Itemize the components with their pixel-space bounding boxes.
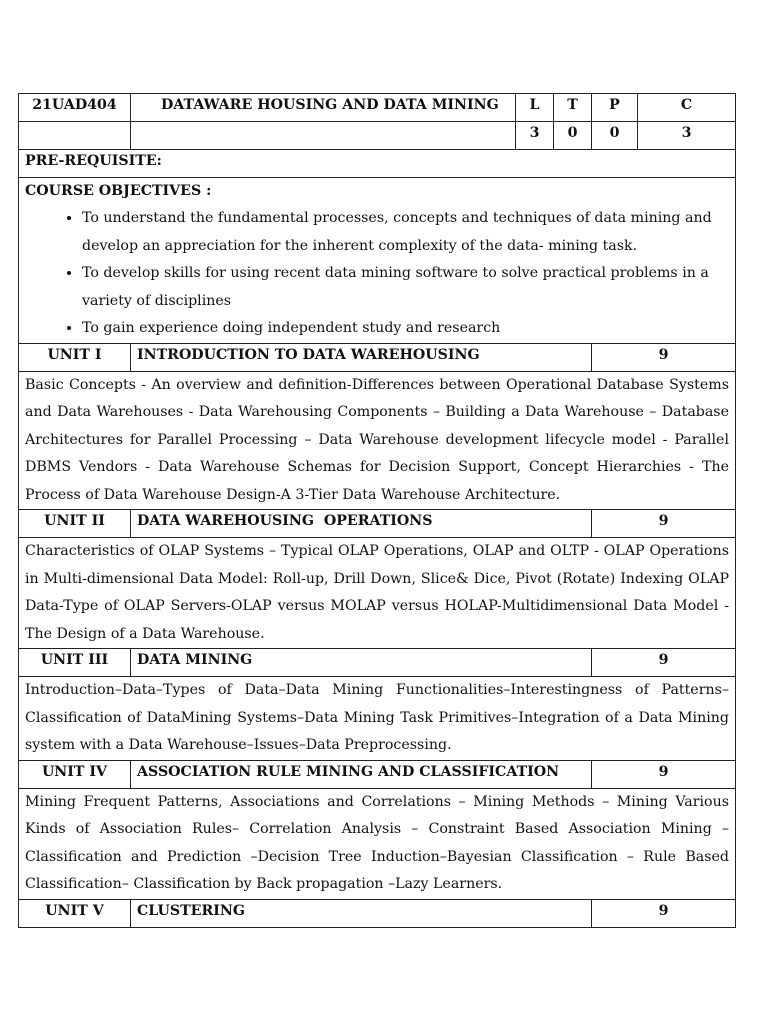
course-header-row	[19, 94, 736, 122]
objectives-row	[19, 178, 736, 344]
unit-content-row	[19, 538, 736, 649]
objectives-cell	[19, 178, 736, 344]
syllabus-table	[18, 93, 736, 928]
ltpc-header-c: C	[638, 94, 736, 122]
objective-item: • To gain experience doing independent study and research	[82, 315, 729, 343]
unit-header-row	[19, 760, 736, 788]
unit-label: UNIT IV	[19, 760, 131, 788]
unit-title: CLUSTERING	[131, 899, 592, 927]
prerequisite-label: PRE-REQUISITE:	[19, 150, 736, 178]
unit-content-row	[19, 788, 736, 899]
ltpc-value-p: 0	[592, 122, 638, 150]
objectives-label: COURSE OBJECTIVES :	[25, 183, 212, 199]
objective-item: • To understand the fundamental processes, concepts and techniques of data mining and develop an appreciation for the inherent complexity of the data- mining task.	[82, 205, 729, 260]
objectives-list	[25, 205, 729, 343]
course-title: DATAWARE HOUSING AND DATA MINING	[131, 94, 516, 122]
unit-content-row	[19, 677, 736, 761]
unit-header-row	[19, 899, 736, 927]
unit-title: DATA WAREHOUSING OPERATIONS	[131, 510, 592, 538]
unit-title: INTRODUCTION TO DATA WAREHOUSING	[131, 343, 592, 371]
unit-hours: 9	[592, 343, 736, 371]
unit-header-row	[19, 649, 736, 677]
ltpc-values-row	[19, 122, 736, 150]
empty-cell	[19, 122, 131, 150]
course-code: 21UAD404	[19, 94, 131, 122]
unit-hours: 9	[592, 899, 736, 927]
unit-content: Characteristics of OLAP Systems – Typical OLAP Operations, OLAP and OLTP - OLAP Operations in Multi-dimensional Data Model: Roll-up, Drill Down, Slice& Dice, Pivot (Rotate) Indexing OLAP Data-Type of OLAP Servers-OLAP versus MOLAP versus HOLAP-Multidimensional Data Model - The Design of a Data Warehouse.	[19, 538, 736, 649]
unit-content-row	[19, 371, 736, 510]
ltpc-value-t: 0	[554, 122, 592, 150]
ltpc-header-t: T	[554, 94, 592, 122]
unit-title: ASSOCIATION RULE MINING AND CLASSIFICATION	[131, 760, 592, 788]
ltpc-value-c: 3	[638, 122, 736, 150]
prerequisite-row	[19, 150, 736, 178]
unit-title: DATA MINING	[131, 649, 592, 677]
unit-label: UNIT II	[19, 510, 131, 538]
unit-label: UNIT III	[19, 649, 131, 677]
unit-header-row	[19, 343, 736, 371]
objective-item: • To develop skills for using recent data mining software to solve practical problems in a variety of disciplines	[82, 260, 729, 315]
unit-hours: 9	[592, 510, 736, 538]
ltpc-header-p: P	[592, 94, 638, 122]
empty-cell	[131, 122, 516, 150]
ltpc-header-l: L	[516, 94, 554, 122]
unit-content: Introduction–Data–Types of Data–Data Mining Functionalities–Interestingness of Patterns–Classification of DataMining Systems–Data Mining Task Primitives–Integration of a Data Mining system with a Data Warehouse–Issues–Data Preprocessing.	[19, 677, 736, 761]
unit-content: Basic Concepts - An overview and definition-Differences between Operational Database Systems and Data Warehouses - Data Warehousing Components – Building a Data Warehouse – Database Architectures for Parallel Processing – Data Warehouse development lifecycle model - Parallel DBMS Vendors - Data Warehouse Schemas for Decision Support, Concept Hierarchies - The Process of Data Warehouse Design-A 3-Tier Data Warehouse Architecture.	[19, 371, 736, 510]
unit-label: UNIT V	[19, 899, 131, 927]
unit-header-row	[19, 510, 736, 538]
unit-hours: 9	[592, 760, 736, 788]
unit-content: Mining Frequent Patterns, Associations and Correlations – Mining Methods – Mining Various Kinds of Association Rules– Correlation Analysis – Constraint Based Association Mining – Classification and Prediction –Decision Tree Induction–Bayesian Classification – Rule Based Classification– Classification by Back propagation –Lazy Learners.	[19, 788, 736, 899]
ltpc-value-l: 3	[516, 122, 554, 150]
unit-label: UNIT I	[19, 343, 131, 371]
unit-hours: 9	[592, 649, 736, 677]
